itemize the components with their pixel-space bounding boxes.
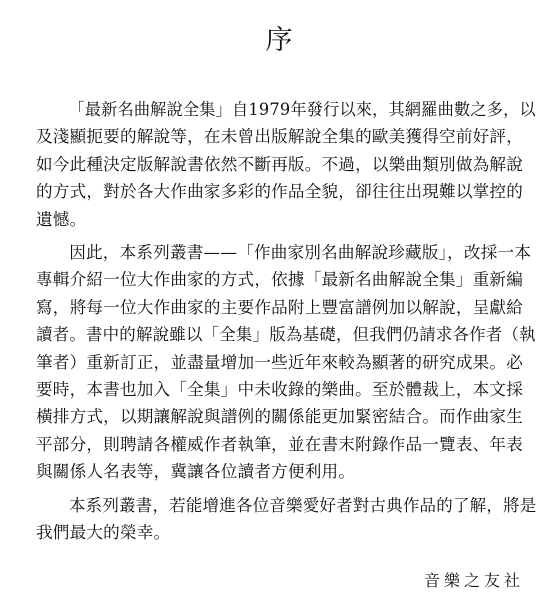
text-line: 「最新名曲解說全集」自1979年發行以來，其網羅曲數之多，以 (68, 100, 536, 119)
preface-body (36, 96, 536, 553)
paragraph-3 (36, 492, 536, 547)
page-title: 序 (265, 25, 295, 56)
text-line: 因此，本系列叢書——「作曲家別名曲解說珍藏版」，改採一本 (69, 243, 532, 263)
text-line: 本系列叢書，若能增進各位音樂愛好者對古典作品的了解，將是 (68, 495, 537, 515)
text-line: 的方式，對於各大作曲家多彩的作品全貌，卻往往出現難以掌控的 (36, 182, 524, 202)
text-line: 及淺顯扼要的解說等，在未曾出版解說全集的歐美獲得空前好評， (36, 127, 524, 147)
text-line: 橫排方式，以期讓解說與譜例的關係能更加緊密結合。而作曲家生 (36, 407, 524, 427)
text-line: 遺憾。 (36, 209, 87, 229)
text-line: 平部分，則聘請各權威作者執筆，並在書末附錄作品一覽表、年表 (36, 434, 524, 454)
text-line: 專輯介紹一位大作曲家的方式，依據「最新名曲解說全集」重新編 (36, 270, 524, 290)
text-line: 寫，將每一位大作曲家的主要作品附上豐富譜例加以解說，呈獻給 (36, 297, 524, 317)
paragraph-2 (36, 239, 536, 486)
text-line: 與關係人名表等，冀讓各位讀者方便利用。 (36, 462, 356, 482)
text-line: 讀者。書中的解說雖以「全集」版為基礎，但我們仍請求各作者（執 (36, 325, 536, 345)
text-line: 我們最大的榮幸。 (36, 523, 171, 543)
text-line: 要時，本書也加入「全集」中未收錄的樂曲。至於體裁上，本文採 (36, 380, 524, 400)
text-line: 筆者）重新訂正，並盡量增加一些近年來較為顯著的研究成果。必 (36, 352, 524, 372)
paragraph-1 (36, 96, 536, 233)
text-line: 如今此種決定版解說書依然不斷再版。不過，以樂曲類別做為解說 (36, 154, 524, 174)
publisher-signature: 音樂之友社 (423, 571, 524, 590)
